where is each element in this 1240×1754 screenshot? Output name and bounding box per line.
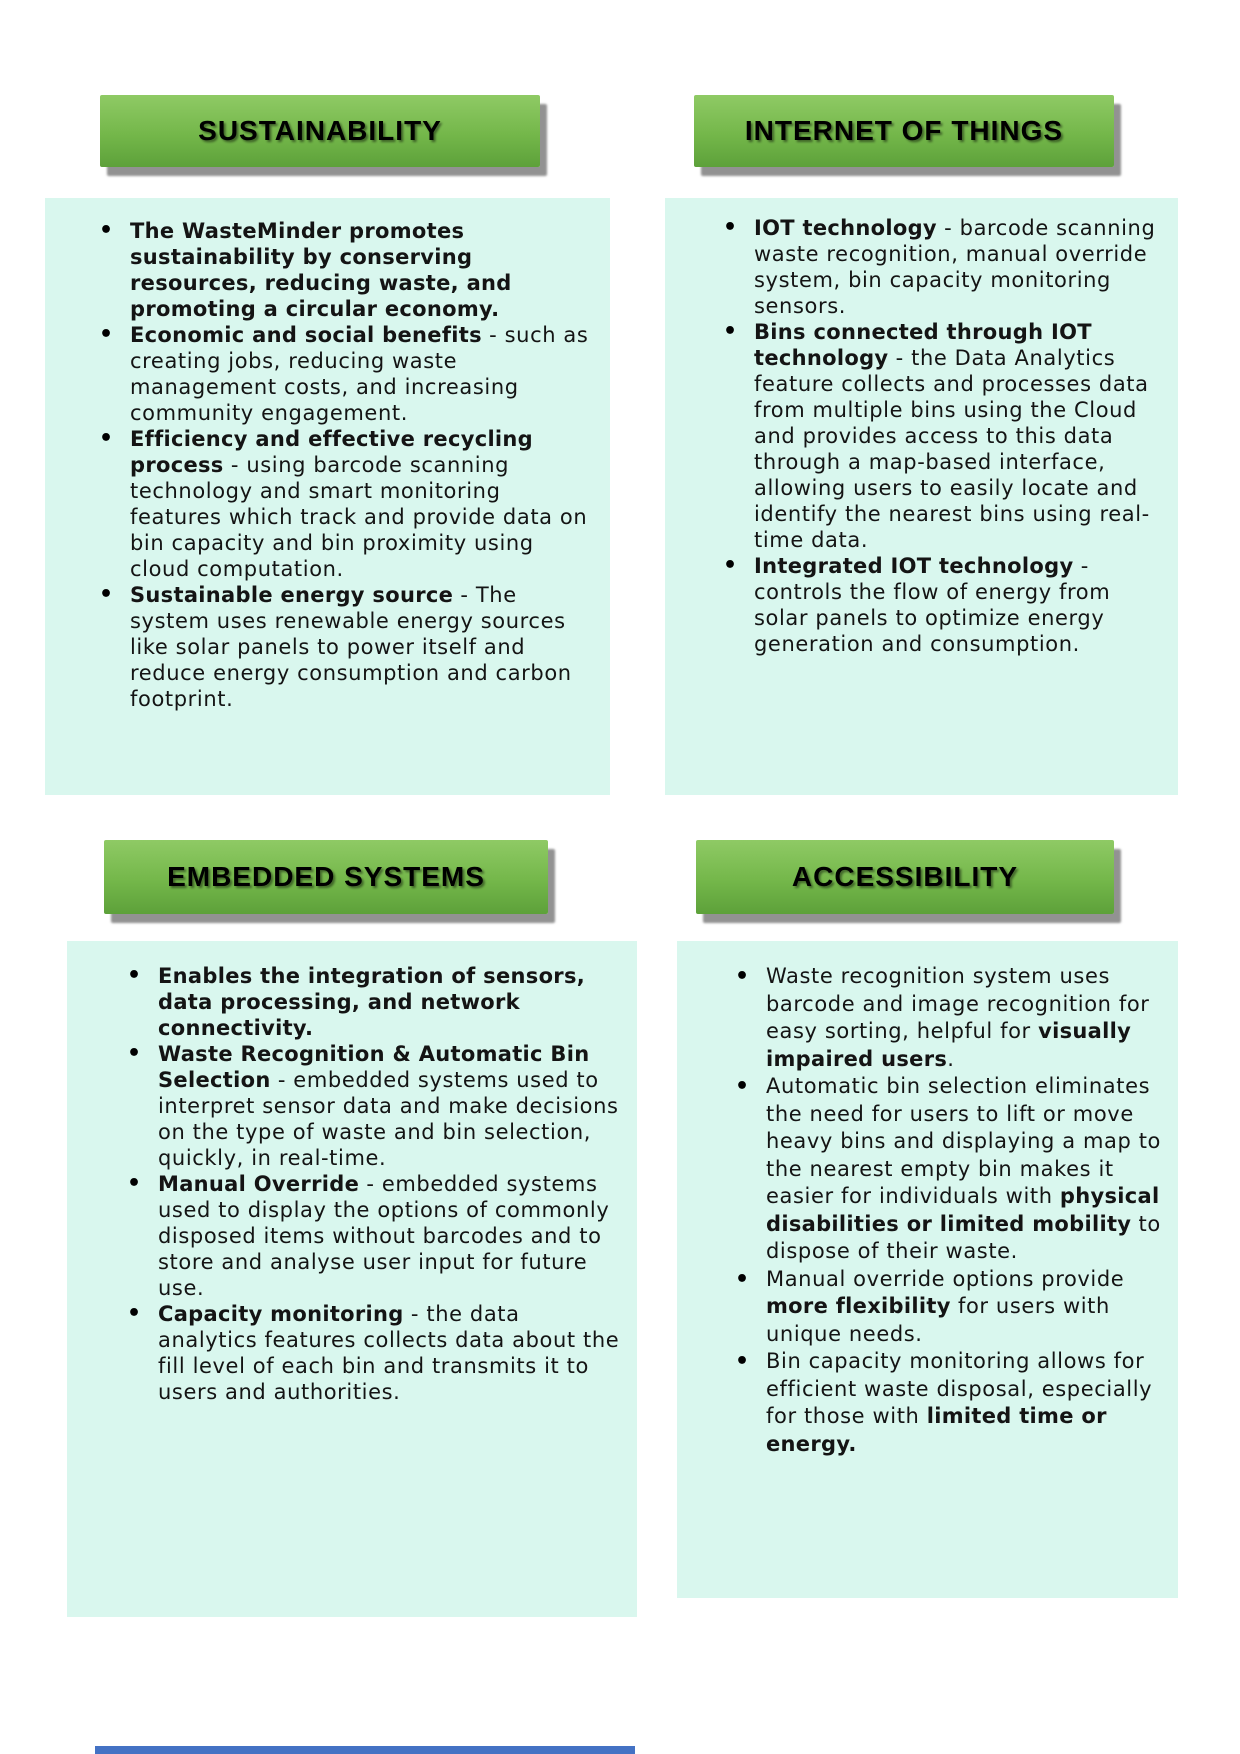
bullet-text-bold: Integrated IOT technology bbox=[754, 554, 1074, 578]
bullet-text-bold: The WasteMinder promotes sustainability by conserving resources, reducing waste, and promoting a circular economy. bbox=[130, 219, 512, 321]
bullet-text: - the data analytics features collects data about the fill level of each bin and transmits it to users and authorities. bbox=[158, 1302, 620, 1404]
section-title-accessibility: ACCESSIBILITY bbox=[791, 861, 1019, 892]
bullet-item bbox=[733, 963, 1168, 1073]
bullet-text: for users with unique needs. bbox=[766, 1294, 1110, 1346]
bullet-text-bold: Enables the integration of sensors, data processing, and network connectivity. bbox=[158, 964, 586, 1040]
content-box-accessibility bbox=[677, 941, 1178, 1598]
bullet-list-sustainability bbox=[97, 218, 592, 712]
bullet-text: Automatic bin selection eliminates the need for users to lift or move heavy bins and displaying a map to the nearest empty bin makes it easier for individuals with bbox=[766, 1074, 1161, 1208]
bullet-text-bold: physical disabilities or limited mobility bbox=[766, 1184, 1160, 1236]
bullet-text-bold: visually impaired users bbox=[766, 1019, 1132, 1071]
bullet-text: . bbox=[947, 1046, 955, 1071]
banner-internet-of-things bbox=[694, 95, 1114, 167]
bullet-text: - the Data Analytics feature collects and processes data from multiple bins using the Cloud and provides access to this data through a map-based interface, allowing users to easily locate and identify the nearest bins using real-time data. bbox=[754, 346, 1150, 552]
bullet-text-bold: Capacity monitoring bbox=[158, 1302, 404, 1326]
bullet-item bbox=[125, 1041, 623, 1171]
bullet-text: - such as creating jobs, reducing waste management costs, and increasing community engagement. bbox=[130, 323, 589, 425]
bullet-text-bold: Sustainable energy source bbox=[130, 583, 454, 607]
bullet-text: - The system uses renewable energy sources like solar panels to power itself and reduce energy consumption and carbon footprint. bbox=[130, 583, 572, 711]
bullet-text: - controls the flow of energy from solar panels to optimize energy generation and consumption. bbox=[754, 554, 1111, 656]
bullet-item bbox=[721, 215, 1166, 319]
bullet-item bbox=[733, 1266, 1168, 1349]
bullet-list-accessibility bbox=[733, 963, 1168, 1458]
bullet-text: Bin capacity monitoring allows for efficient waste disposal, especially for those with bbox=[766, 1349, 1153, 1428]
bullet-item bbox=[733, 1348, 1168, 1458]
bullet-item bbox=[97, 218, 592, 322]
bullet-item bbox=[125, 1301, 623, 1405]
banner-accessibility bbox=[696, 840, 1114, 914]
bullet-text-bold: limited time or energy. bbox=[766, 1404, 1107, 1456]
bullet-text-bold: Manual Override bbox=[158, 1172, 360, 1196]
section-title-embedded-systems: EMBEDDED SYSTEMS bbox=[167, 861, 485, 892]
content-box-embedded-systems bbox=[67, 941, 637, 1617]
bullet-item bbox=[733, 1073, 1168, 1266]
section-title-internet-of-things: INTERNET OF THINGS bbox=[744, 115, 1064, 146]
content-box-internet-of-things bbox=[665, 198, 1178, 795]
bullet-item bbox=[97, 426, 592, 582]
bullet-text-bold: IOT technology bbox=[754, 216, 937, 240]
bullet-item bbox=[97, 322, 592, 426]
bullet-text-bold: Economic and social benefits bbox=[130, 323, 482, 347]
bullet-item bbox=[721, 319, 1166, 553]
bullet-text-bold: Bins connected through IOT technology bbox=[754, 320, 1092, 370]
banner-sustainability bbox=[100, 95, 540, 167]
bullet-text: to dispose of their waste. bbox=[766, 1211, 1161, 1263]
bullet-text: - using barcode scanning technology and smart monitoring features which track and provide data on bin capacity and bin proximity using cloud computation. bbox=[130, 453, 588, 581]
bullet-list-embedded-systems bbox=[125, 963, 623, 1405]
bullet-text: Manual override options provide bbox=[766, 1266, 1125, 1291]
bullet-text-bold: Waste Recognition & Automatic Bin Selection bbox=[158, 1042, 590, 1092]
bullet-item bbox=[125, 1171, 623, 1301]
bullet-text-bold: more flexibility bbox=[766, 1294, 951, 1318]
content-box-sustainability bbox=[45, 198, 610, 795]
bullet-text: Waste recognition system uses barcode and image recognition for easy sorting, helpful for bbox=[766, 964, 1150, 1043]
bullet-item bbox=[97, 582, 592, 712]
bullet-list-internet-of-things bbox=[721, 215, 1166, 657]
bullet-item bbox=[721, 553, 1166, 657]
bullet-item bbox=[125, 963, 623, 1041]
bullet-text: - embedded systems used to interpret sensor data and make decisions on the type of waste and bin selection, quickly, in real-time. bbox=[158, 1068, 619, 1170]
bullet-text-bold: Efficiency and effective recycling process bbox=[130, 427, 534, 477]
footer-accent-bar bbox=[95, 1746, 635, 1754]
bullet-text: - barcode scanning waste recognition, manual override system, bin capacity monitoring sensors. bbox=[754, 216, 1156, 318]
bullet-text: - embedded systems used to display the options of commonly disposed items without barcodes and to store and analyse user input for future use. bbox=[158, 1172, 610, 1300]
banner-embedded-systems bbox=[104, 840, 548, 914]
section-title-sustainability: SUSTAINABILITY bbox=[198, 115, 442, 146]
